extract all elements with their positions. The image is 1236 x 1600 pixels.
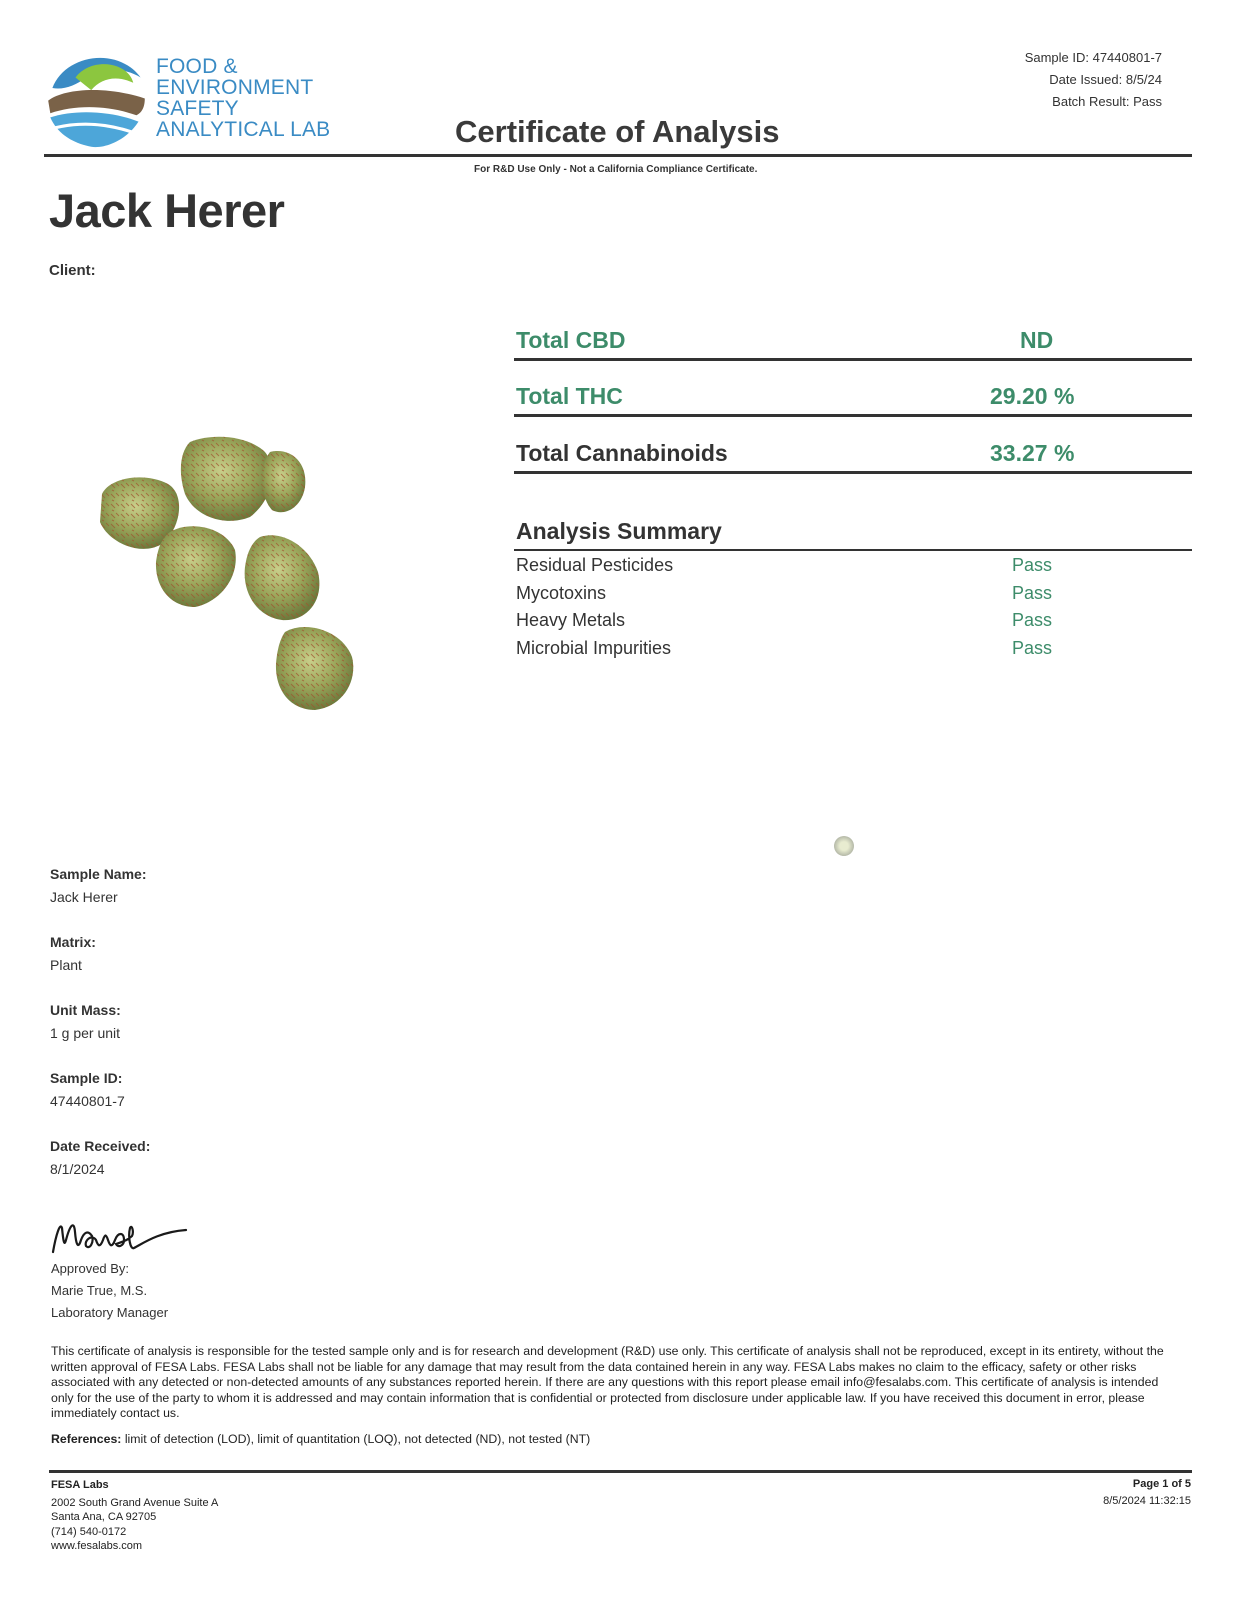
detail-value: Jack Herer: [50, 889, 118, 905]
summary-row: [516, 581, 1076, 609]
summary-test-name: Microbial Impurities: [516, 637, 672, 658]
analysis-summary-list: [516, 553, 1076, 663]
total-cannabinoids-row: [514, 431, 1192, 474]
summary-test-status: Pass: [1012, 555, 1053, 575]
lab-name-line: SAFETY: [156, 97, 239, 120]
product-photo: [90, 432, 380, 732]
header-batch-result: Batch Result: Pass: [1052, 94, 1162, 109]
client-label: Client:: [49, 262, 96, 279]
footer-website: www.fesalabs.com: [51, 1540, 143, 1552]
total-thc-label: Total THC: [516, 383, 623, 409]
summary-row: [516, 608, 1076, 636]
page-number: Page 1 of 5: [1132, 1478, 1191, 1490]
summary-test-status: Pass: [1012, 582, 1053, 603]
header-sample-id: Sample ID: 47440801-7: [1024, 50, 1162, 65]
detail-label: Sample ID:: [50, 1070, 123, 1086]
total-cannabinoids-label: Total Cannabinoids: [516, 440, 728, 466]
approver-name: Marie True, M.S.: [51, 1283, 148, 1298]
analysis-summary-title: Analysis Summary: [516, 518, 722, 544]
total-thc-value: 29.20 %: [990, 383, 1075, 409]
total-cbd-row: [514, 318, 1192, 361]
detail-value: Plant: [50, 957, 82, 973]
lab-logo: [44, 44, 344, 154]
product-name: Jack Herer: [49, 184, 285, 237]
signature-image: [48, 1210, 198, 1260]
detail-value: 1 g per unit: [50, 1025, 121, 1041]
approver-role: Laboratory Manager: [51, 1305, 169, 1320]
summary-test-status: Pass: [1012, 637, 1053, 658]
summary-test-name: Heavy Metals: [516, 610, 626, 630]
document-title: Certificate of Analysis: [455, 114, 780, 149]
footer-phone: (714) 540-0172: [51, 1525, 127, 1538]
detail-label: Unit Mass:: [50, 1002, 121, 1018]
rd-use-note: For R&D Use Only - Not a California Compliance Certificate.: [474, 164, 758, 175]
detail-unit-mass: [50, 1002, 450, 1070]
footer-address-block: [51, 1478, 218, 1554]
bud-cluster: [100, 437, 353, 710]
footer-divider: [49, 1470, 1192, 1473]
total-cannabinoids-value: 33.27 %: [990, 440, 1075, 466]
references-label: References:: [51, 1432, 122, 1446]
lab-name-line: ENVIRONMENT: [156, 76, 314, 99]
detail-label: Matrix:: [50, 934, 96, 950]
summary-test-name: Residual Pesticides: [516, 555, 674, 575]
scan-speck: [834, 836, 854, 856]
detail-value: 47440801-7: [50, 1093, 125, 1109]
detail-sample-name: [50, 866, 450, 934]
approved-by-label: Approved By:: [51, 1261, 130, 1276]
lab-name-line: ANALYTICAL LAB: [156, 118, 331, 141]
detail-date-received: [50, 1138, 450, 1206]
sample-details: [50, 866, 450, 1206]
header-date-issued: Date Issued: 8/5/24: [1049, 72, 1162, 87]
footer-page-info: [1103, 1476, 1191, 1510]
footer-company: FESA Labs: [51, 1479, 109, 1491]
summary-row: [516, 636, 1076, 664]
header-divider: [44, 154, 1192, 157]
summary-test-name: Mycotoxins: [516, 582, 607, 603]
detail-value: 8/1/2024: [50, 1161, 105, 1177]
lab-name: [156, 56, 330, 140]
detail-matrix: [50, 934, 450, 1002]
total-cbd-value: ND: [1020, 327, 1054, 353]
total-cbd-label: Total CBD: [516, 327, 626, 353]
detail-sample-id: [50, 1070, 450, 1138]
references-line: [51, 1432, 590, 1446]
approval-block: [51, 1258, 168, 1324]
sample-info-block: [1025, 47, 1162, 113]
detail-label: Sample Name:: [50, 866, 147, 882]
footer-address-line: Santa Ana, CA 92705: [51, 1511, 157, 1523]
detail-label: Date Received:: [50, 1138, 151, 1154]
summary-test-status: Pass: [1012, 610, 1053, 630]
footer-timestamp: 8/5/2024 11:32:15: [1103, 1495, 1191, 1507]
disclaimer-text: This certificate of analysis is responsible for the tested sample only and is for research and development (R&D) use only. This certificate of analysis shall not be reproduced, except in its entirety, without the written approval of FESA Labs. FESA Labs shall not be liable for any damage that may result from the data contained herein in any way. FESA Labs makes no claim to the efficacy, safety or other risks associated with any detected or non-detected amounts of any substances reported herein. If there are any questions with this report please email info@fesalabs.com. This certificate of analysis is intended only for the use of the party to whom it is addressed and may contain information that is confidential or protected from disclosure under applicable law. If you have received this document in error, please immediately contact us.: [51, 1344, 1164, 1420]
lab-name-line: FOOD &: [156, 55, 238, 78]
total-thc-row: [514, 374, 1192, 417]
summary-row: [516, 553, 1076, 581]
lab-logo-icon: [44, 46, 149, 151]
summary-divider: [514, 549, 1192, 551]
footer-address-line: 2002 South Grand Avenue Suite A: [51, 1496, 219, 1509]
references-text: limit of detection (LOD), limit of quantitation (LOQ), not detected (ND), not tested (NT): [121, 1432, 591, 1446]
